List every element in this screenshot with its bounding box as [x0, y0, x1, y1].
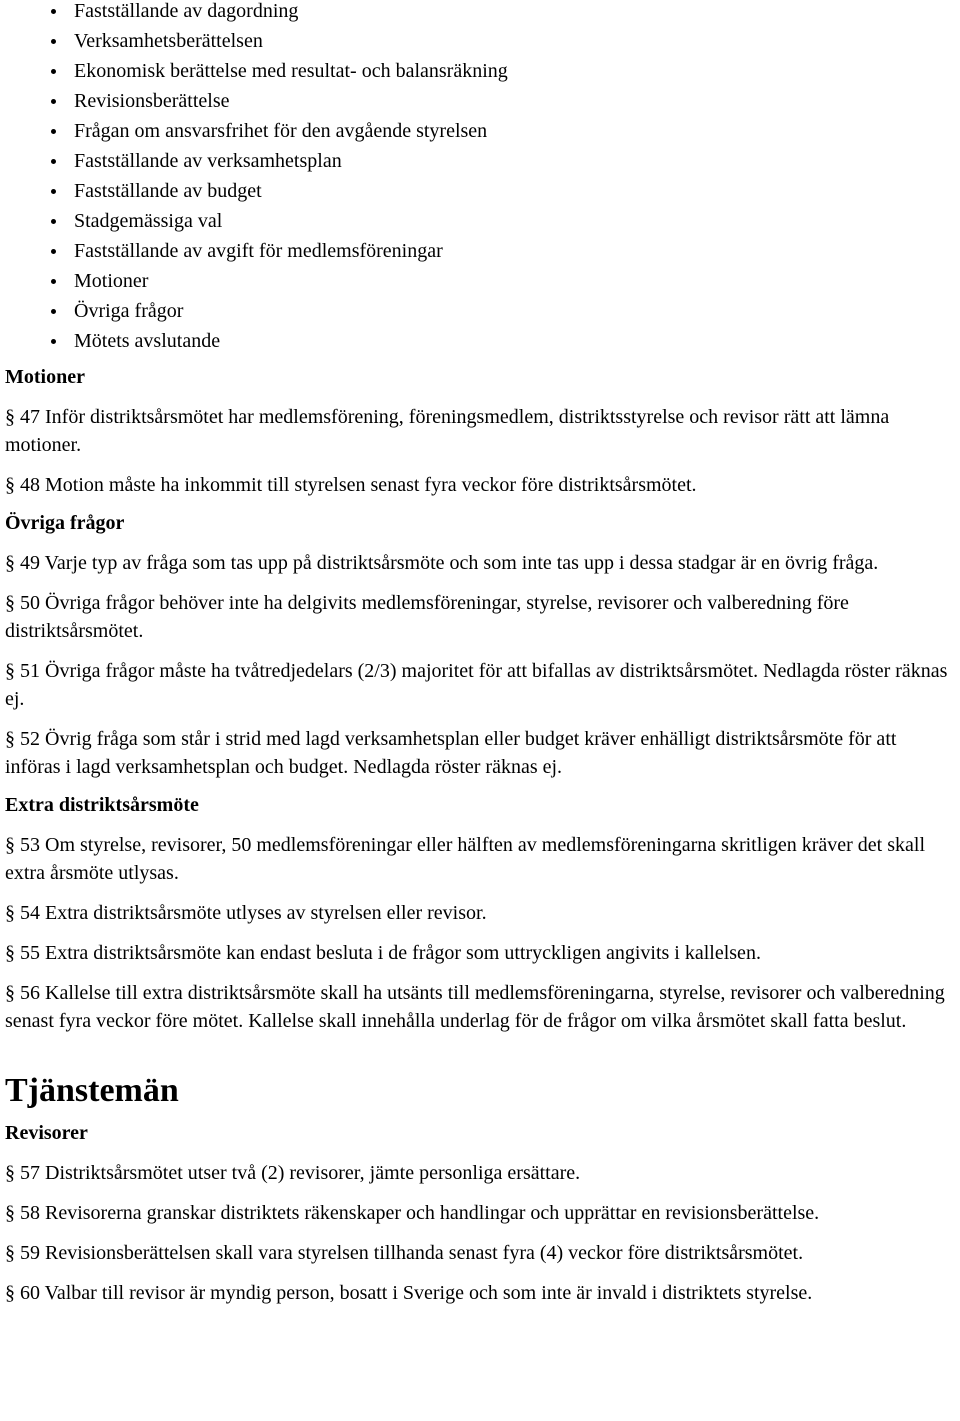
agenda-item: [5, 178, 956, 208]
paragraph-58: § 58 Revisorerna granskar distriktets räkenskaper och handlingar och upprättar en revisionsberättelse.: [5, 1202, 820, 1224]
paragraph-48: § 48 Motion måste ha inkommit till styrelsen senast fyra veckor före distriktsårsmötet.: [5, 474, 697, 496]
chapter-title-tjanstemen: Tjänstemän: [5, 1072, 179, 1109]
bullet-icon: [51, 339, 56, 344]
agenda-item-label: Motioner: [74, 270, 149, 292]
agenda-item: [5, 118, 956, 148]
paragraph-52: § 52 Övrig fråga som står i strid med lagd verksamhetsplan eller budget kräver enhälligt distriktsårsmöte för att införas i lagd verksamhetsplan och budget. Nedlagda röster räknas ej.: [5, 728, 897, 778]
agenda-item-label: Fastställande av avgift för medlemsföreningar: [74, 240, 443, 262]
paragraph-53: § 53 Om styrelse, revisorer, 50 medlemsföreningar eller hälften av medlemsföreningarna skritligen kräver det skall extra årsmöte utlysas.: [5, 834, 925, 884]
bullet-icon: [51, 99, 56, 104]
bullet-icon: [51, 9, 56, 14]
agenda-item: [5, 328, 956, 358]
section-heading-ovriga-fragor: Övriga frågor: [5, 512, 125, 534]
paragraph-59: § 59 Revisionsberättelsen skall vara styrelsen tillhanda senast fyra (4) veckor före distriktsårsmötet.: [5, 1242, 804, 1264]
paragraph-57: § 57 Distriktsårsmötet utser två (2) revisorer, jämte personliga ersättare.: [5, 1162, 581, 1184]
paragraph-51: § 51 Övriga frågor måste ha tvåtredjedelars (2/3) majoritet för att bifallas av distriktsårsmötet. Nedlagda röster räknas ej.: [5, 660, 948, 710]
bullet-icon: [51, 69, 56, 74]
agenda-item-label: Stadgemässiga val: [74, 210, 223, 232]
paragraph-49: § 49 Varje typ av fråga som tas upp på distriktsårsmöte och som inte tas upp i dessa stadgar är en övrig fråga.: [5, 552, 879, 574]
agenda-item: [5, 88, 956, 118]
bullet-icon: [51, 39, 56, 44]
paragraph-55: § 55 Extra distriktsårsmöte kan endast besluta i de frågor som uttryckligen angivits i kallelsen.: [5, 942, 761, 964]
agenda-item-label: Mötets avslutande: [74, 330, 221, 352]
agenda-item-label: Ekonomisk berättelse med resultat- och balansräkning: [74, 60, 508, 82]
agenda-item: [5, 238, 956, 268]
agenda-item-label: Fastställande av budget: [74, 180, 262, 202]
agenda-item: [5, 58, 956, 88]
section-heading-motioner: Motioner: [5, 366, 85, 388]
agenda-item-label: Verksamhetsberättelsen: [74, 30, 263, 52]
agenda-item-label: Fastställande av dagordning: [74, 0, 299, 22]
agenda-item: [5, 0, 956, 28]
bullet-icon: [51, 189, 56, 194]
section-heading-extra-distriktsarsmote: Extra distriktsårsmöte: [5, 794, 199, 816]
agenda-item: [5, 208, 956, 238]
agenda-item: [5, 298, 956, 328]
agenda-item-label: Revisionsberättelse: [74, 90, 230, 112]
bullet-icon: [51, 219, 56, 224]
bullet-icon: [51, 279, 56, 284]
bullet-icon: [51, 129, 56, 134]
agenda-item: [5, 148, 956, 178]
bullet-icon: [51, 159, 56, 164]
paragraph-60: § 60 Valbar till revisor är myndig person, bosatt i Sverige och som inte är invald i distriktets styrelse.: [5, 1282, 813, 1304]
bullet-icon: [51, 309, 56, 314]
bullet-icon: [51, 249, 56, 254]
agenda-item-label: Fastställande av verksamhetsplan: [74, 150, 342, 172]
paragraph-50: § 50 Övriga frågor behöver inte ha delgivits medlemsföreningar, styrelse, revisorer och valberedning före distriktsårsmötet.: [5, 592, 849, 642]
paragraph-47: § 47 Inför distriktsårsmötet har medlemsförening, föreningsmedlem, distriktsstyrelse och revisor rätt att lämna motioner.: [5, 406, 890, 456]
section-heading-revisorer: Revisorer: [5, 1122, 88, 1144]
paragraph-54: § 54 Extra distriktsårsmöte utlyses av styrelsen eller revisor.: [5, 902, 487, 924]
paragraph-56: § 56 Kallelse till extra distriktsårsmöte skall ha utsänts till medlemsföreningarna, styrelse, revisorer och valberedning senast fyra veckor före mötet. Kallelse skall innehålla underlag för de frågor om vilka årsmötet skall fatta beslut.: [5, 982, 945, 1032]
agenda-item: [5, 268, 956, 298]
agenda-item-label: Frågan om ansvarsfrihet för den avgående styrelsen: [74, 120, 488, 142]
agenda-list: [5, 0, 956, 358]
agenda-item: [5, 28, 956, 58]
agenda-item-label: Övriga frågor: [74, 300, 184, 322]
